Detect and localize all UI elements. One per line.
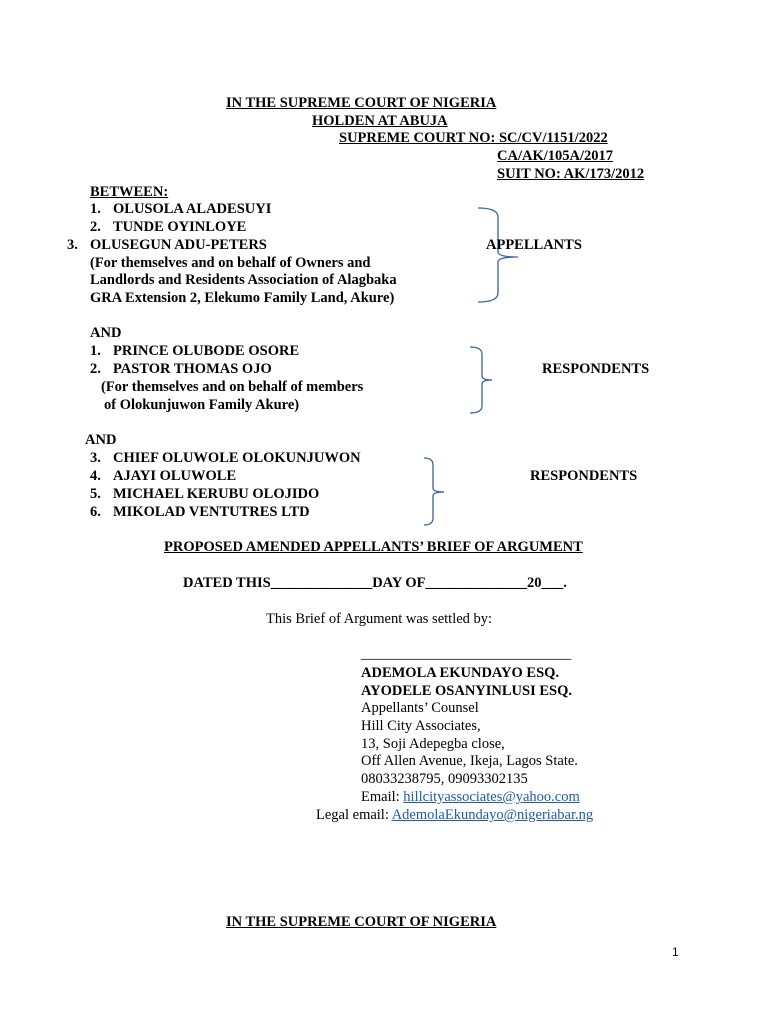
- counsel-phones: 08033238795, 09093302135: [361, 771, 528, 787]
- legal-email-label: Legal email:: [316, 807, 392, 823]
- respondents-brace-1: [468, 344, 496, 416]
- counsel-legal-email-row: [316, 806, 593, 824]
- email-label: Email:: [361, 789, 404, 805]
- appellant-1-number: 1.: [90, 201, 101, 217]
- court-title: IN THE SUPREME COURT OF NIGERIA: [226, 95, 497, 111]
- suit-number: SUIT NO: AK/173/2012: [497, 166, 645, 182]
- counsel-address-2: Off Allen Avenue, Ikeja, Lagos State.: [361, 753, 578, 769]
- respondents-label-1: RESPONDENTS: [542, 361, 650, 377]
- respondent-1-number: 1.: [90, 343, 101, 359]
- respondent-2-name: PASTOR THOMAS OJO: [113, 361, 272, 377]
- appellant-2-name: TUNDE OYINLOYE: [113, 219, 247, 235]
- counsel-role: Appellants’ Counsel: [361, 700, 479, 716]
- respondent-4-number: 4.: [90, 468, 101, 484]
- holden-at: HOLDEN AT ABUJA: [312, 113, 448, 129]
- email-link[interactable]: hillcityassociates@yahoo.com: [403, 789, 580, 805]
- counsel-name-1: ADEMOLA EKUNDAYO ESQ.: [361, 665, 560, 681]
- court-of-appeal-number: CA/AK/105A/2017: [497, 148, 613, 164]
- respondents-note-line-1: (For themselves and on behalf of members: [101, 379, 364, 395]
- appellant-3-name: OLUSEGUN ADU-PETERS: [90, 237, 267, 253]
- appellant-1-name: OLUSOLA ALADESUYI: [113, 201, 272, 217]
- counsel-address-1: 13, Soji Adepegba close,: [361, 736, 505, 752]
- appellants-brace: [476, 205, 522, 305]
- respondents-label-2: RESPONDENTS: [530, 468, 638, 484]
- respondent-5-number: 5.: [90, 486, 101, 502]
- page-number: 1: [672, 945, 679, 959]
- respondent-6-name: MIKOLAD VENTUTRES LTD: [113, 504, 310, 520]
- settled-by-text: This Brief of Argument was settled by:: [266, 611, 493, 627]
- appellants-label: APPELLANTS: [486, 237, 582, 253]
- supreme-court-number: SUPREME COURT NO: SC/CV/1151/2022: [339, 130, 608, 146]
- respondent-1-name: PRINCE OLUBODE OSORE: [113, 343, 300, 359]
- counsel-firm: Hill City Associates,: [361, 718, 481, 734]
- brief-title: PROPOSED AMENDED APPELLANTS’ BRIEF OF ARGUMENT: [164, 539, 583, 555]
- appellants-note-line-1: (For themselves and on behalf of Owners and: [90, 255, 371, 271]
- and-label-2: AND: [85, 432, 117, 448]
- and-label-1: AND: [90, 325, 122, 341]
- appellant-2-number: 2.: [90, 219, 101, 235]
- counsel-name-2: AYODELE OSANYINLUSI ESQ.: [361, 683, 572, 699]
- respondent-3-number: 3.: [90, 450, 101, 466]
- legal-email-link[interactable]: AdemolaEkundayo@nigeriabar.ng: [391, 807, 594, 823]
- respondents-note-line-2: of Olokunjuwon Family Akure): [104, 397, 300, 413]
- respondent-2-number: 2.: [90, 361, 101, 377]
- appellants-note-line-3: GRA Extension 2, Elekumo Family Land, Akure): [90, 290, 395, 306]
- signature-line: _____________________________: [361, 646, 572, 662]
- appellant-3-number: 3.: [67, 237, 78, 253]
- respondent-3-name: CHIEF OLUWOLE OLOKUNJUWON: [113, 450, 361, 466]
- respondents-brace-2: [422, 455, 450, 529]
- between-label: BETWEEN:: [90, 184, 169, 200]
- appellants-note-line-2: Landlords and Residents Association of Alagbaka: [90, 272, 397, 288]
- respondent-4-name: AJAYI OLUWOLE: [113, 468, 237, 484]
- respondent-5-name: MICHAEL KERUBU OLOJIDO: [113, 486, 320, 502]
- next-court-title: IN THE SUPREME COURT OF NIGERIA: [226, 914, 497, 930]
- counsel-email-row: [361, 788, 580, 806]
- respondent-6-number: 6.: [90, 504, 101, 520]
- dated-line: DATED THIS______________DAY OF______________20___.: [183, 575, 567, 591]
